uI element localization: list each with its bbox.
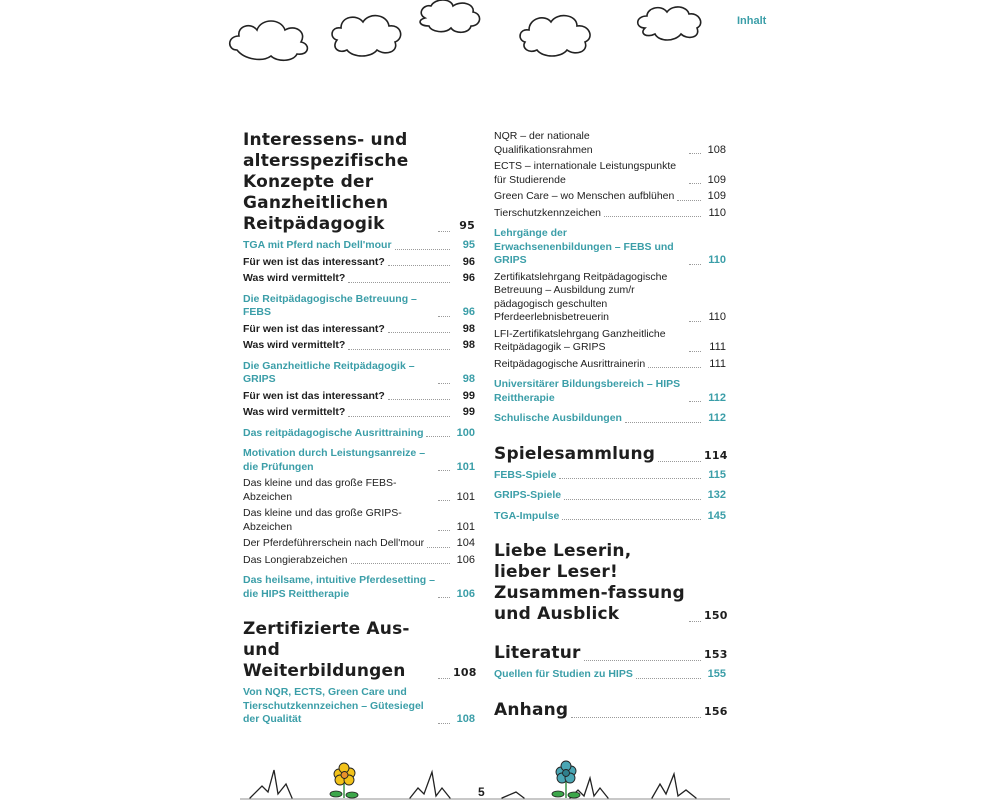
toc-subentry[interactable]: Das kleine und das große FEBS-Abzeichen 101 (243, 477, 475, 503)
toc-subentry[interactable]: Green Care – wo Menschen aufblühen 109 (494, 190, 726, 202)
grass-icon (502, 792, 524, 798)
grass-icon (250, 770, 292, 798)
cloud-icon (638, 7, 701, 40)
toc-subentry[interactable]: Reitpädagogische Ausrittrainerin 111 (494, 357, 726, 370)
toc-subentry[interactable]: Das Longierabzeichen 106 (243, 553, 475, 566)
toc-heading[interactable]: Literatur 153 (494, 643, 728, 663)
toc-entry[interactable]: Von NQR, ECTS, Green Care und Tierschutzkennzeichen – Gütesiegel der Qualität 108 (243, 686, 475, 725)
toc-subentry[interactable]: LFI-Zertifikatslehrgang Ganzheitliche Reitpädagogik – GRIPS 111 (494, 327, 726, 353)
toc-entry[interactable]: FEBS-Spiele 115 (494, 468, 726, 481)
toc-subentry[interactable]: Für wen ist das interessant? 98 (243, 322, 475, 335)
cloud-icon (520, 16, 590, 56)
blue-flower-icon (552, 761, 580, 798)
toc-entry[interactable]: Die Reitpädagogische Betreuung – FEBS 96 (243, 292, 475, 318)
toc-entry[interactable]: Lehrgänge der Erwachsenenbildungen – FEBS und GRIPS 110 (494, 227, 726, 266)
toc-heading[interactable]: Anhang 156 (494, 699, 728, 720)
toc-entry[interactable]: Die Ganzheitliche Reitpädagogik – GRIPS 98 (243, 359, 475, 385)
toc-subentry[interactable]: ECTS – internationale Leistungspunkte für Studierende 109 (494, 160, 726, 186)
grass-icon (652, 774, 696, 798)
toc-subentry[interactable]: Der Pferdeführerschein nach Dell'mour 104 (243, 537, 475, 549)
toc-entry[interactable]: TGA-Impulse 145 (494, 509, 726, 522)
clouds-decoration (225, 0, 725, 70)
toc-subentry[interactable]: Für wen ist das interessant? 99 (243, 389, 475, 402)
toc-entry[interactable]: Das reitpädagogische Ausrittraining 100 (243, 426, 475, 439)
toc-subentry[interactable]: Was wird vermittelt? 96 (243, 272, 475, 284)
toc-subentry[interactable]: Das kleine und das große GRIPS-Abzeichen 101 (243, 507, 475, 533)
toc-entry[interactable]: Schulische Ausbildungen 112 (494, 412, 726, 424)
toc-heading[interactable]: Spielesammlung 114 (494, 443, 728, 464)
cloud-icon (332, 16, 401, 56)
toc-entry[interactable]: Universitärer Bildungsbereich – HIPS Reittherapie 112 (494, 378, 726, 404)
toc-heading[interactable]: Interessens- und altersspezifische Konzepte der Ganzheitlichen Reitpädagogik 95 (243, 130, 475, 234)
toc-subentry[interactable]: Was wird vermittelt? 99 (243, 406, 475, 418)
toc-heading[interactable]: Liebe Leserin, lieber Leser! Zusammen-fassung und Ausblick 150 (494, 541, 728, 624)
grass-icon (410, 772, 450, 798)
toc-left-column (243, 130, 475, 727)
section-label: Inhalt (737, 15, 767, 27)
yellow-flower-icon (330, 763, 358, 798)
toc-entry[interactable]: Motivation durch Leistungsanreize – die Prüfungen 101 (243, 447, 475, 473)
toc-subentry[interactable]: Tierschutzkennzeichen 110 (494, 206, 726, 219)
grass-decoration (240, 760, 730, 800)
toc-subentry[interactable]: Für wen ist das interessant? 96 (243, 255, 475, 268)
toc-subentry[interactable]: NQR – der nationale Qualifikationsrahmen 108 (494, 130, 726, 156)
cloud-icon (230, 21, 308, 60)
toc-subentry[interactable]: Zertifikatslehrgang Reitpädagogische Betreuung – Ausbildung zum/r pädagogisch geschulten Pferdeerlebnisbetreuerin 110 (494, 270, 726, 323)
toc-right-column (494, 130, 726, 721)
toc-heading[interactable]: Zertifizierte Aus- und Weiterbildungen 108 (243, 619, 477, 681)
toc-subentry[interactable]: Was wird vermittelt? 98 (243, 339, 475, 351)
toc-entry[interactable]: TGA mit Pferd nach Dell'mour 95 (243, 239, 475, 251)
toc-entry[interactable]: Das heilsame, intuitive Pferdesetting – die HIPS Reittherapie 106 (243, 574, 475, 600)
toc-entry[interactable]: Quellen für Studien zu HIPS 155 (494, 668, 726, 680)
toc-entry[interactable]: GRIPS-Spiele 132 (494, 489, 726, 501)
page-number: 5 (478, 785, 485, 799)
cloud-icon (420, 0, 480, 32)
